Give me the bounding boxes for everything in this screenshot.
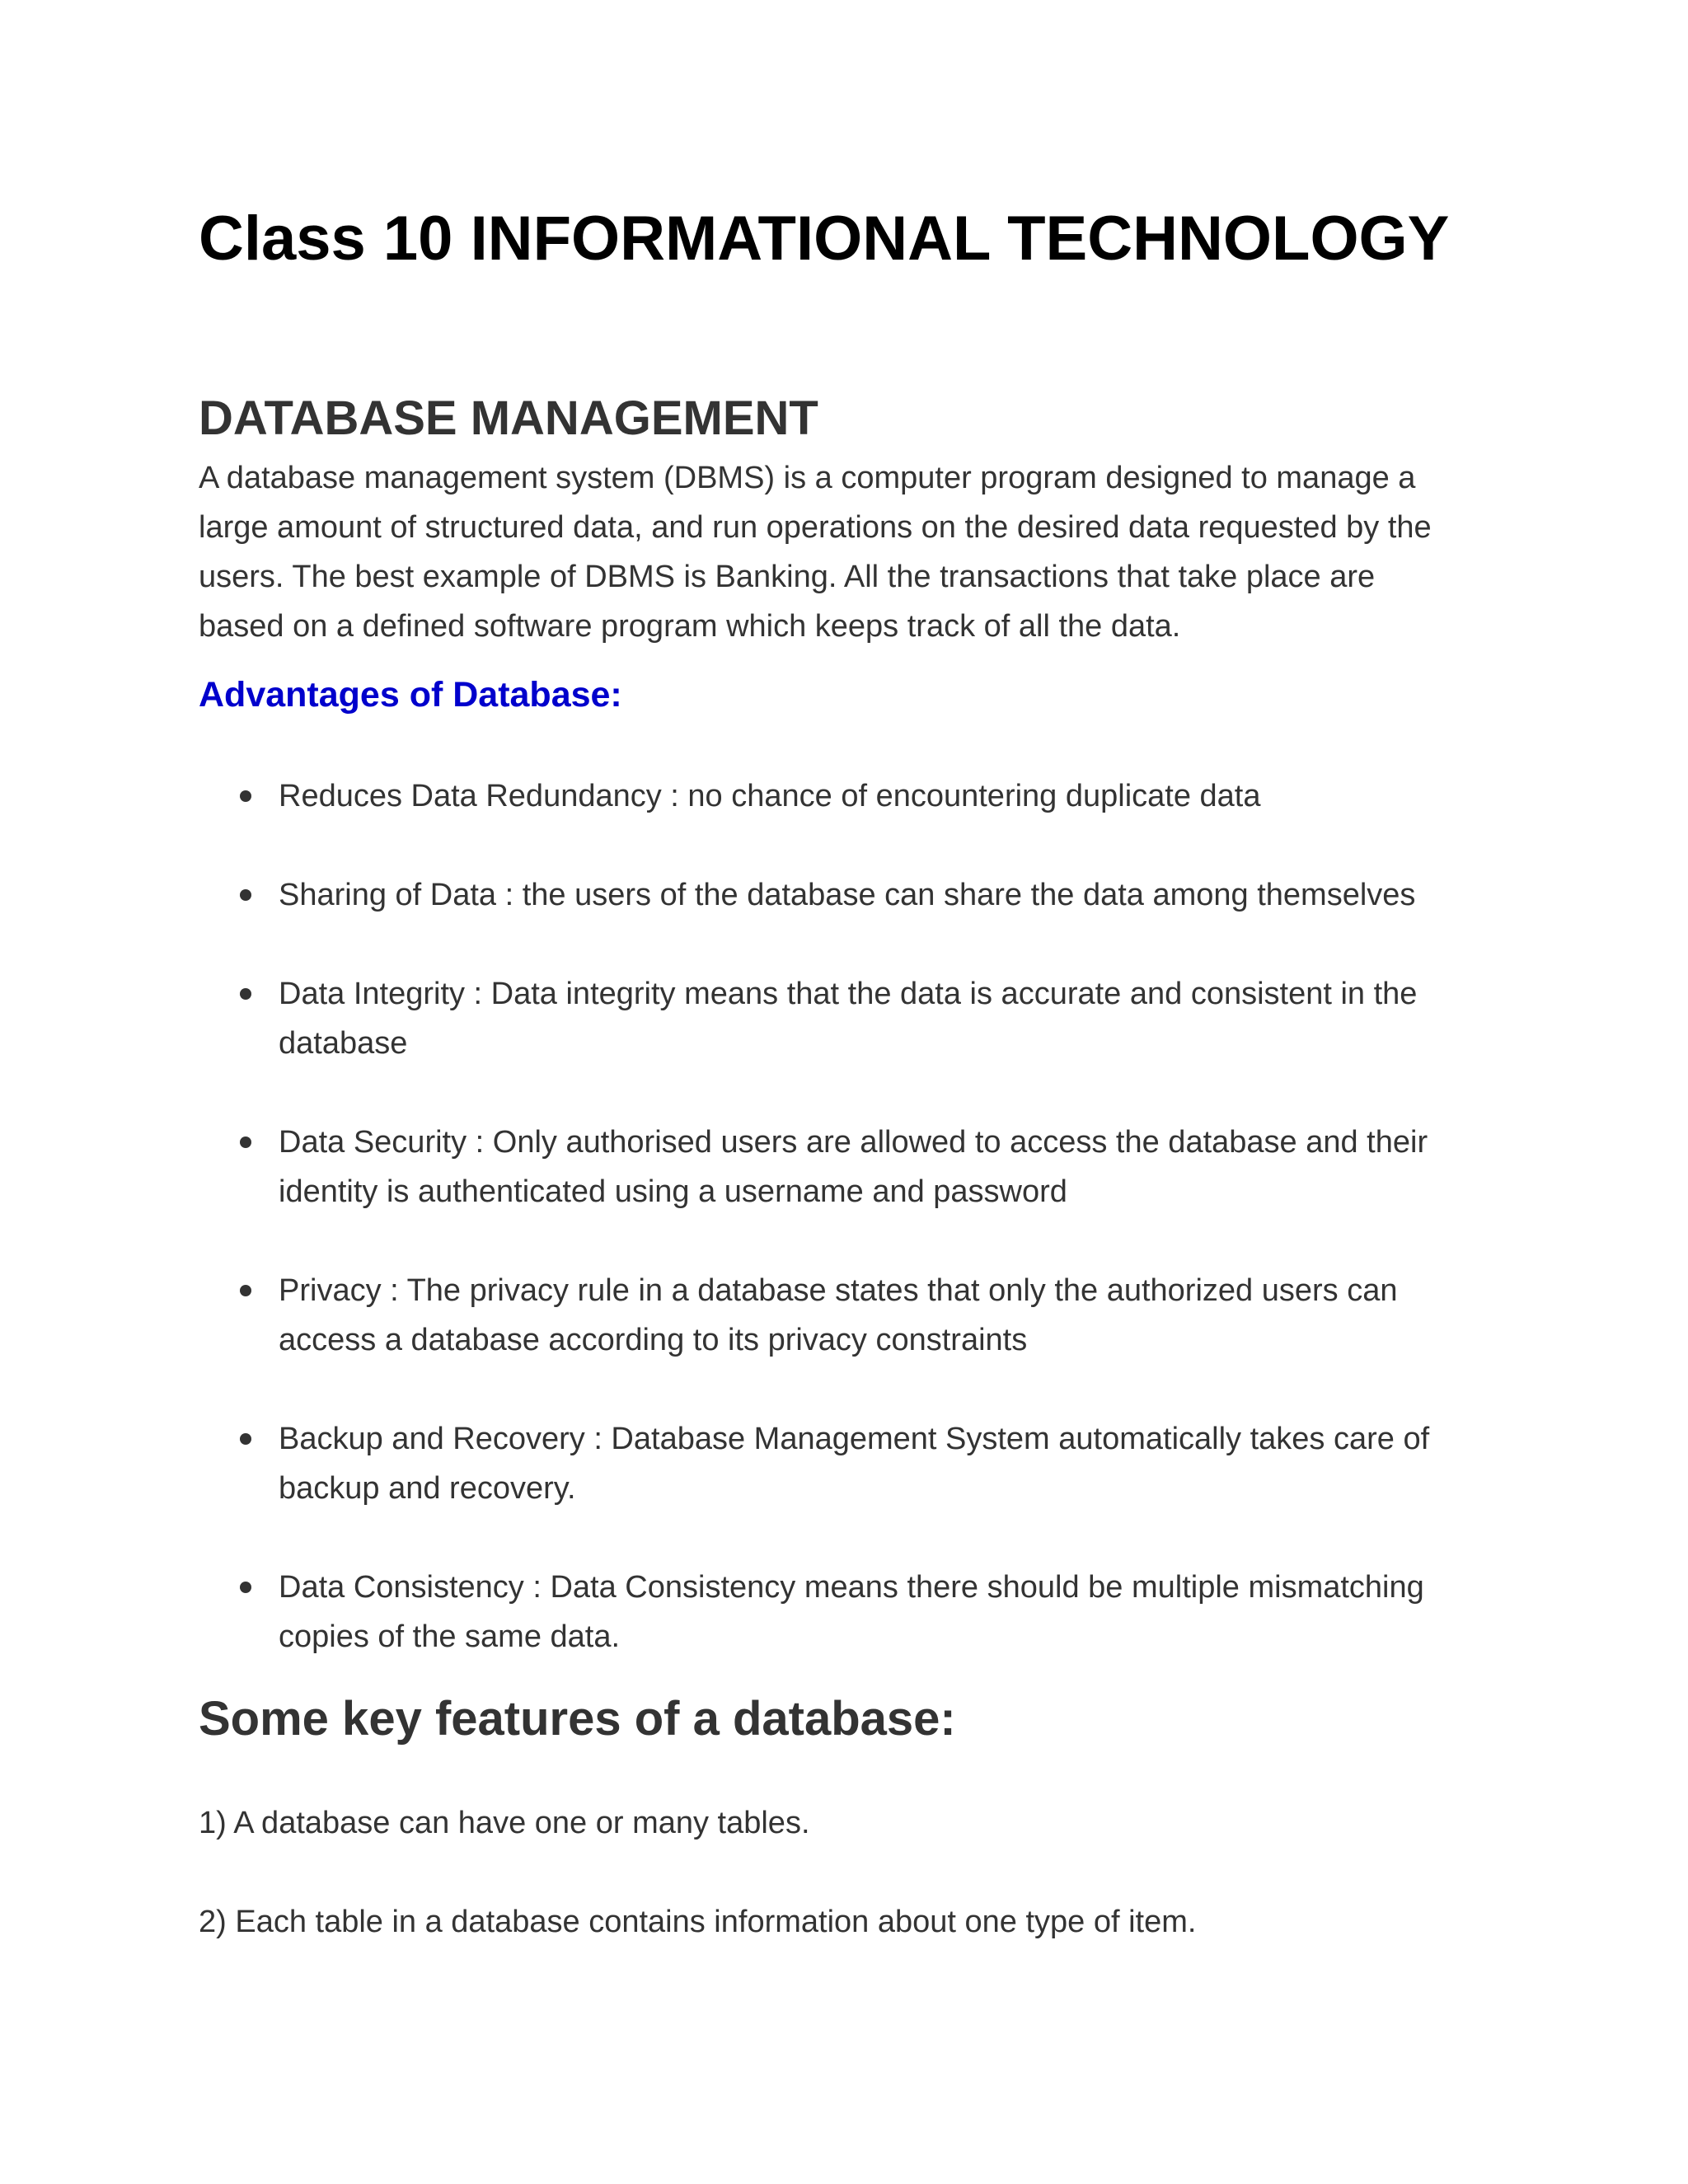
bullet-icon [240,1285,251,1296]
list-item-text: Data Consistency : Data Consistency means there should be multiple mismatching copies of the same data. [279,1570,1424,1654]
feature-item: 2) Each table in a database contains information about one type of item. [199,1905,1197,1939]
list-item-text: Data Integrity : Data integrity means that the data is accurate and consistent in the database [279,977,1418,1061]
bullet-icon [240,889,251,901]
bullet-icon [240,1582,251,1593]
list-item [199,1414,1468,1513]
list-item-text: Privacy : The privacy rule in a database states that only the authorized users can access a database according to its privacy constraints [279,1273,1398,1357]
list-item [199,1118,1468,1216]
list-item [199,771,1468,821]
feature-item: 1) A database can have one or many tables. [199,1806,810,1840]
advantages-list [199,771,1468,1711]
list-item [199,1266,1468,1365]
bullet-icon [240,1137,251,1148]
intro-paragraph: A database management system (DBMS) is a computer program designed to manage a large amount of structured data, and run operations on the desired data requested by the users. The best example of DBMS is Banking. All the transactions that take place are based on a defined software program which keeps track of all the data. [199,461,1432,644]
list-item [199,969,1468,1068]
advantages-heading: Advantages of Database: [199,675,622,715]
bullet-icon [240,790,251,802]
list-item-text: Sharing of Data : the users of the database can share the data among themselves [279,878,1416,912]
list-item-text: Data Security : Only authorised users are allowed to access the database and their identity is authenticated using a username and password [279,1125,1428,1209]
list-item-text: Backup and Recovery : Database Management System automatically takes care of backup and recovery. [279,1422,1430,1506]
bullet-icon [240,1433,251,1445]
list-item-text: Reduces Data Redundancy : no chance of encountering duplicate data [279,779,1261,813]
list-item [199,1563,1468,1661]
features-heading: Some key features of a database: [199,1692,956,1746]
bullet-icon [240,988,251,1000]
page-title: Class 10 INFORMATIONAL TECHNOLOGY [199,204,1450,274]
list-item [199,870,1468,920]
section-heading-database-management: DATABASE MANAGEMENT [199,391,818,445]
